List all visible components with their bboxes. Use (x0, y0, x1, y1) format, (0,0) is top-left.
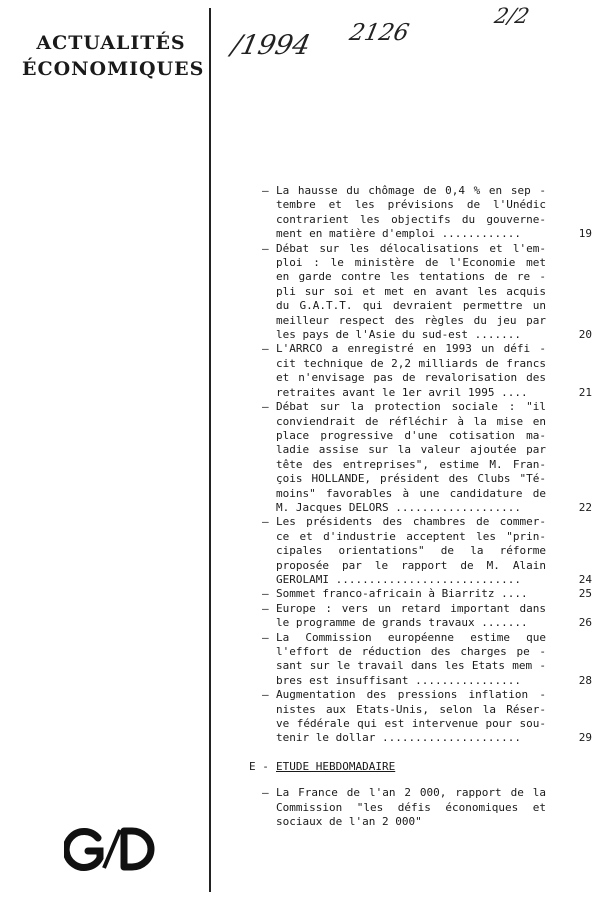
masthead (22, 30, 205, 82)
toc-entry (252, 400, 594, 515)
toc-entry-line: tête des entreprises", estime M. Fran- (276, 457, 546, 471)
masthead-line-2: ÉCONOMIQUES (22, 58, 205, 80)
toc-entry-line: sociaux de l'an 2 000" (276, 815, 422, 829)
toc-entry-line: le programme de grands travaux ....... (276, 616, 528, 630)
bullet-dash: – (262, 786, 269, 800)
toc-entry-line: pli sur soi et met en avant les acquis (276, 284, 546, 298)
toc-entry (252, 184, 594, 242)
toc-entry-line: les pays de l'Asie du sud-est ....... (276, 328, 522, 342)
toc-entry-line: moins" favorables à une candidature de (276, 486, 546, 500)
toc-entry-line: bres est insuffisant ................ (276, 673, 522, 687)
toc-entry-line: ce et d'industrie acceptent les "prin- (276, 529, 546, 543)
toc-entry-line: proposée par le rapport de M. Alain (276, 558, 546, 572)
toc-entry-line: Augmentation des pressions inflation - (276, 688, 546, 702)
bullet-dash: – (262, 515, 269, 529)
toc-entry-line: l'effort de réduction des charges pe - (276, 645, 546, 658)
toc-entry-line: ladie assise sur la valeur ajoutée par (276, 443, 546, 457)
toc-entry-line: retraites avant le 1er avril 1995 .... (276, 385, 528, 399)
toc-entry-line: Les présidents des chambres de commer- (276, 515, 546, 529)
toc-entry (252, 515, 594, 587)
toc-page-number: 29 (578, 731, 592, 745)
bullet-dash: – (262, 241, 269, 255)
bullet-dash: – (262, 400, 269, 414)
section-title: ETUDE HEBDOMADAIRE (276, 759, 396, 773)
handwritten-fraction: 2/2 (492, 4, 532, 28)
toc-entry-line: sant sur le travail dans les Etats mem - (276, 659, 546, 673)
handwritten-year: /1994 (228, 30, 314, 61)
toc-entry (252, 631, 594, 689)
toc-entry-line: ve fédérale qui est intervenue pour sou- (276, 717, 546, 731)
vertical-divider (209, 8, 211, 892)
toc-entry-line: en garde contre les tentations de re - (276, 270, 546, 284)
toc-section-heading (249, 759, 594, 774)
table-of-contents (249, 184, 594, 829)
toc-entry (252, 342, 594, 400)
toc-page-number: 20 (578, 328, 592, 342)
toc-entry (252, 688, 594, 746)
handwritten-number: 2126 (347, 20, 412, 46)
toc-entry-line: contrarient les objectifs du gouverne- (276, 212, 546, 226)
bullet-dash: – (262, 184, 269, 197)
toc-entry-line: ploi : le ministère de l'Economie met (276, 256, 546, 270)
toc-entry-line: Débat sur les délocalisations et l'em- (276, 241, 546, 255)
toc-page-number: 26 (578, 616, 592, 630)
gd-logo-icon (64, 824, 160, 874)
bullet-dash: – (262, 342, 269, 356)
toc-entry (252, 602, 594, 631)
toc-entry (252, 587, 594, 601)
toc-entry (252, 242, 594, 343)
bullet-dash: – (262, 601, 269, 615)
toc-entry-line: M. Jacques DELORS ................... (276, 500, 522, 514)
toc-page-number: 24 (578, 572, 592, 586)
toc-entry-line: nistes aux Etats-Unis, selon la Réser- (276, 702, 546, 716)
toc-entry-line: du G.A.T.T. qui devraient permettre un (276, 299, 546, 313)
toc-entry-line: cit technique de 2,2 milliards de francs (276, 356, 546, 370)
toc-entry-line: et n'envisage pas de revalorisation des (276, 371, 546, 385)
toc-page-number: 25 (578, 587, 592, 601)
toc-entry-line: ment en matière d'emploi ............ (276, 227, 522, 241)
bullet-dash: – (262, 688, 269, 702)
toc-entry-line: place progressive d'une cotisation ma- (276, 428, 546, 442)
toc-entry-line: Europe : vers un retard important dans (276, 601, 546, 615)
bullet-dash: – (262, 630, 269, 644)
toc-entry (252, 786, 594, 829)
bullet-dash: – (262, 587, 269, 601)
masthead-line-1: ACTUALITÉS (36, 32, 186, 54)
toc-entry-line: tembre et les prévisions de l'Unédic (276, 198, 546, 212)
toc-entry-line: Débat sur la protection sociale : "il (276, 400, 546, 414)
toc-entry-line: La hausse du chômage de 0,4 % en sep - (276, 184, 546, 197)
toc-entry-line: GEROLAMI ............................ (276, 572, 522, 586)
toc-entry-line: conviendrait de réfléchir à la mise en (276, 414, 546, 428)
section-letter: E - (249, 759, 269, 773)
toc-page-number: 21 (578, 385, 592, 399)
toc-entry-line: La France de l'an 2 000, rapport de la (276, 786, 546, 800)
toc-entry-line: Commission "les défis économiques et (276, 800, 546, 814)
toc-page-number: 22 (578, 500, 592, 514)
toc-entry-line: Sommet franco-africain à Biarritz .... (276, 587, 528, 601)
toc-entry-line: cipales orientations" de la réforme (276, 544, 546, 558)
toc-entry-line: çois HOLLANDE, président des Clubs "Té- (276, 472, 546, 486)
toc-entry-line: meilleur respect des règles du jeu par (276, 313, 546, 327)
toc-entry-line: L'ARRCO a enregistré en 1993 un défi - (276, 342, 546, 356)
toc-entry-line: La Commission européenne estime que (276, 630, 546, 644)
toc-entry-line: tenir le dollar ..................... (276, 731, 522, 745)
toc-page-number: 28 (578, 673, 592, 687)
toc-page-number: 19 (578, 227, 592, 241)
